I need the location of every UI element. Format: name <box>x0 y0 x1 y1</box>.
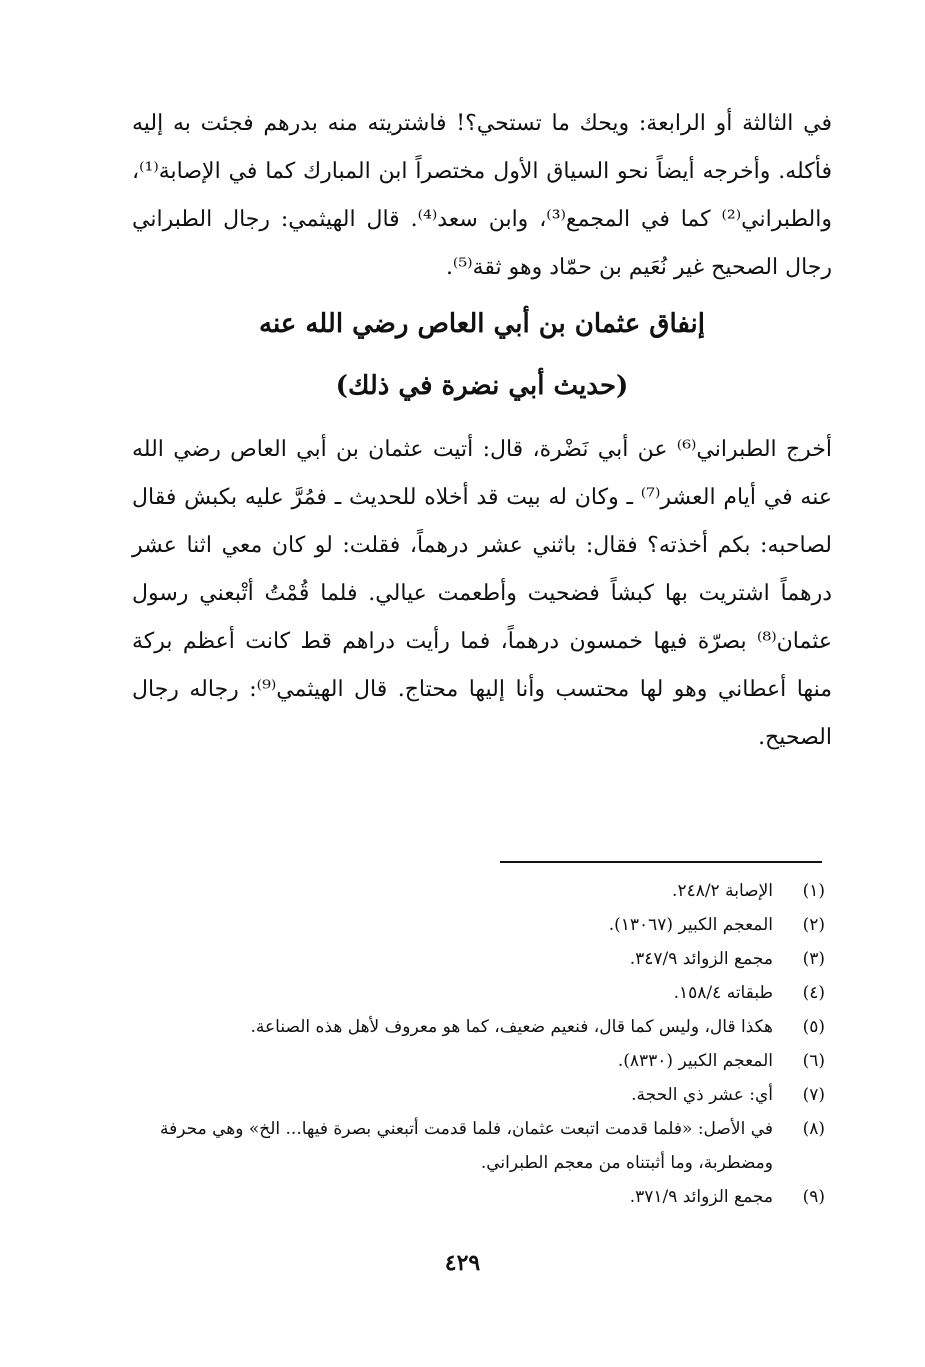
footnote-9 <box>135 1180 825 1214</box>
footnote-4 <box>135 976 825 1010</box>
footnote-text: الإصابة ٢٤٨/٢. <box>672 881 773 901</box>
footnote-number: (١) <box>802 881 825 901</box>
footnote-divider <box>500 861 822 863</box>
footnote-number: (٧) <box>802 1085 825 1105</box>
footnote-8 <box>135 1112 825 1180</box>
footnote-number: (٣) <box>802 949 825 969</box>
footnote-number: (٩) <box>802 1187 825 1207</box>
footnote-text: طبقاته ١٥٨/٤. <box>673 983 773 1003</box>
footnote-2 <box>135 908 825 942</box>
footnote-number: (٥) <box>802 1017 825 1037</box>
footnotes-list <box>135 874 825 1214</box>
page-number: ٤٢٩ <box>444 1250 481 1276</box>
section-subtitle: (حديث أبي نضرة في ذلك) <box>335 371 629 401</box>
footnote-6 <box>135 1044 825 1078</box>
footnote-number: (٤) <box>802 983 825 1003</box>
footnote-number: (٦) <box>802 1051 825 1071</box>
footnote-text: المعجم الكبير (١٣٠٦٧). <box>608 915 773 935</box>
intro-paragraph: في الثالثة أو الرابعة: ويحك ما تستحي؟! فاشتريته منه بدرهم فجئت به إليه فأكله. وأخرجه أيضاً نحو السياق الأول مختصراً ابن المبارك كما في الإصابة⁽¹⁾، والطبراني⁽²⁾ كما في المجمع⁽³⁾، وابن سعد⁽⁴⁾. قال الهيثمي: رجال الطبراني رجال الصحيح غير نُعَيم بن حمّاد وهو ثقة⁽⁵⁾. <box>132 111 832 280</box>
footnote-text: أي: عشر ذي الحجة. <box>631 1085 773 1105</box>
footnote-5 <box>135 1010 825 1044</box>
footnote-7 <box>135 1078 825 1112</box>
section-title: إنفاق عثمان بن أبي العاص رضي الله عنه <box>259 309 705 339</box>
footnote-text: هكذا قال، وليس كما قال، فنعيم ضعيف، كما هو معروف لأهل هذه الصناعة. <box>250 1017 773 1037</box>
footnote-number: (٨) <box>802 1119 825 1139</box>
footnote-text: في الأصل: «فلما قدمت اتبعت عثمان، فلما قدمت أتبعني بصرة فيها... الخ» وهي محرفة ومضطربة، وما أثبتناه من معجم الطبراني. <box>159 1119 773 1173</box>
footnote-1 <box>135 874 825 908</box>
footnote-text: مجمع الزوائد ٣٧١/٩. <box>629 1187 773 1207</box>
footnote-text: المعجم الكبير (٨٣٣٠). <box>617 1051 773 1071</box>
footnote-3 <box>135 942 825 976</box>
footnote-text: مجمع الزوائد ٣٤٧/٩. <box>629 949 773 969</box>
main-paragraph: أخرج الطبراني⁽⁶⁾ عن أبي نَضْرة، قال: أتيت عثمان بن أبي العاص رضي الله عنه في أيام العشر⁽⁷⁾ ـ وكان له بيت قد أخلاه للحديث ـ فمُرَّ عليه بكبش فقال لصاحبه: بكم أخذته؟ فقال: باثني عشر درهماً، فقلت: لو كان معي اثنا عشر درهماً اشتريت بها كبشاً فضحيت وأطعمت عيالي. فلما قُمْتُ أتْبعني رسول عثمان⁽⁸⁾ بصرّة فيها خمسون درهماً، فما رأيت دراهم قط كانت أعظم بركة منها أعطاني وهو لها محتسب وأنا إليها محتاج. قال الهيثمي⁽⁹⁾: رجاله رجال الصحيح. <box>132 437 832 750</box>
footnote-number: (٢) <box>802 915 825 935</box>
